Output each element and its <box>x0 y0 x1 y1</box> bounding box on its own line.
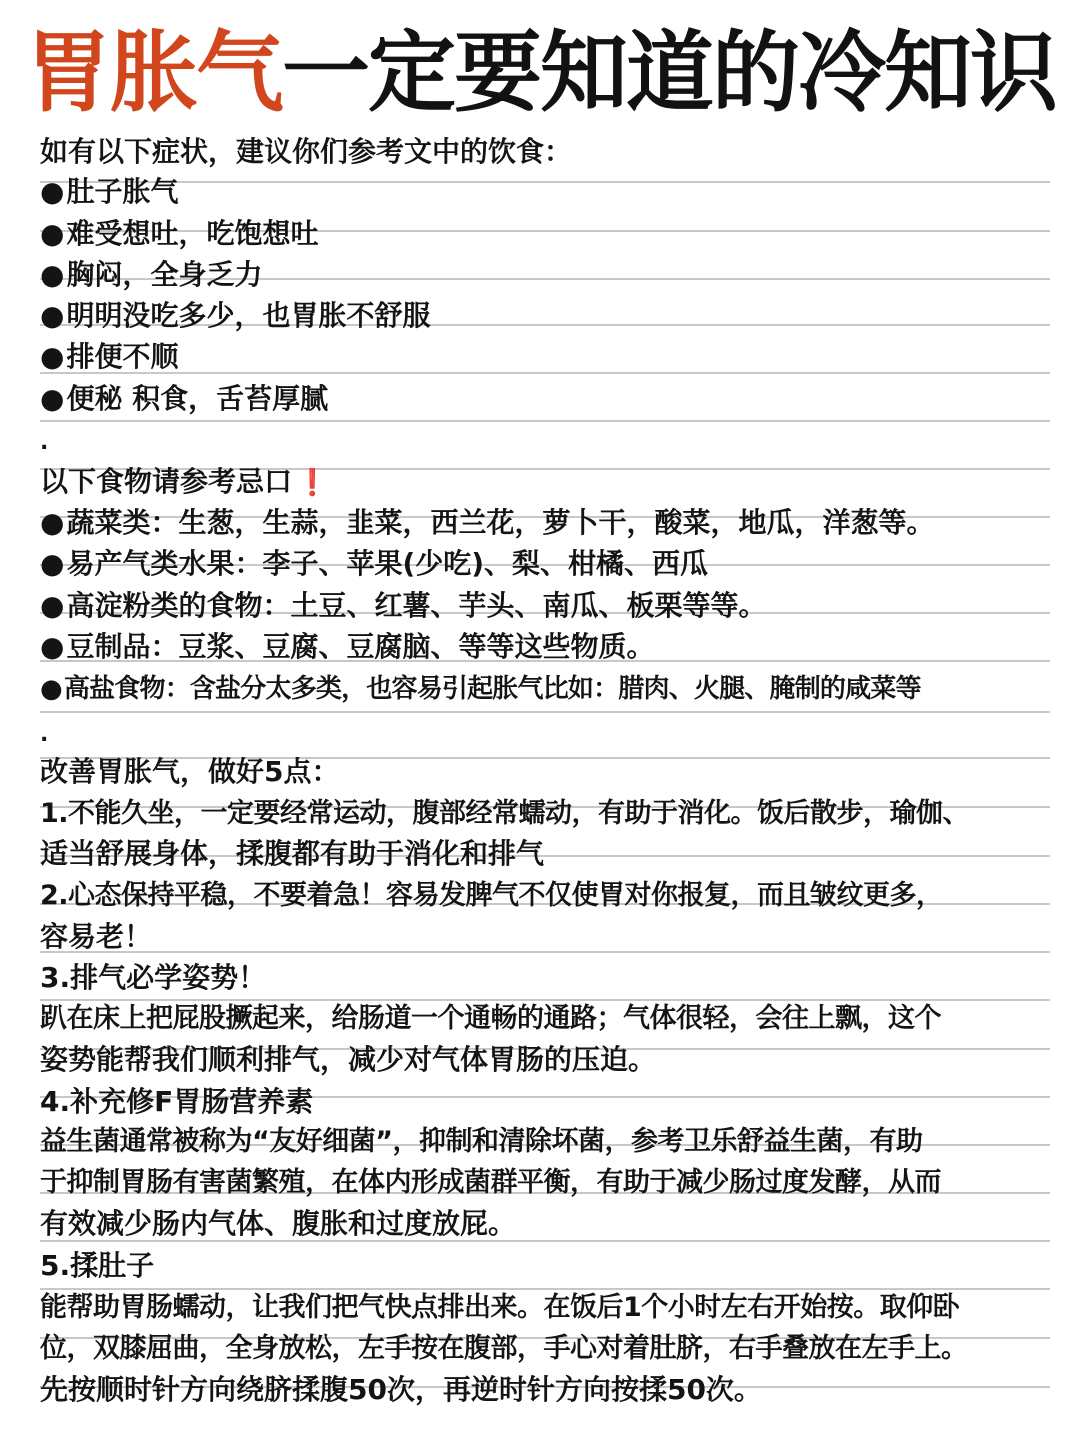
tip-line: 趴在床上把屁股撅起来，给肠道一个通畅的通路；气体很轻，会往上飘，这个 <box>40 1003 941 1034</box>
ruled-line <box>40 711 1050 713</box>
title-accent: 胃胀气 <box>23 21 282 124</box>
page-title <box>0 18 1080 128</box>
tip-line: 位，双膝屈曲，全身放松，左手按在腹部，手心对着肚脐，右手叠放在左手上。 <box>40 1333 968 1364</box>
symptom-item: ●排便不顺 <box>40 340 179 373</box>
avoid-item: ●易产气类水果：李子、苹果(少吃)、梨、柑橘、西瓜 <box>40 547 709 580</box>
ruled-line <box>40 420 1050 422</box>
tip-line: 5.揉肚子 <box>40 1249 155 1282</box>
bullet-icon: ● <box>40 630 65 663</box>
avoid-intro: 以下食物请参考忌口 ❗ <box>40 465 329 498</box>
symptom-item: ●难受想吐，吃饱想吐 <box>40 217 319 250</box>
avoid-item: ●高盐食物：含盐分太多类，也容易引起胀气比如：腊肉、火腿、腌制的咸菜等 <box>40 674 921 704</box>
avoid-item: ●高淀粉类的食物：土豆、红薯、芋头、南瓜、板栗等等。 <box>40 589 767 622</box>
bullet-icon: ● <box>40 674 62 704</box>
tip-line: 4.补充修F胃肠营养素 <box>40 1085 314 1118</box>
bullet-icon: ● <box>40 299 65 332</box>
tip-line: 适当舒展身体，揉腹都有助于消化和排气 <box>40 837 545 870</box>
bullet-icon: ● <box>40 175 65 208</box>
bullet-icon: ● <box>40 258 65 291</box>
separator-dot: . <box>40 722 49 747</box>
bullet-icon: ● <box>40 547 65 580</box>
bullet-icon: ● <box>40 217 65 250</box>
bullet-icon: ● <box>40 506 65 539</box>
tip-line: 1.不能久坐，一定要经常运动，腹部经常蠕动，有助于消化。饭后散步，瑜伽、 <box>40 798 970 829</box>
tip-line: 容易老！ <box>40 920 153 953</box>
symptom-item: ●胸闷，全身乏力 <box>40 258 263 291</box>
tip-line: 先按顺时针方向绕脐揉腹50次，再逆时针方向按揉50次。 <box>40 1373 762 1406</box>
title-rest: 一定要知道的冷知识 <box>282 21 1057 124</box>
tips-intro: 改善胃胀气，做好5点： <box>40 755 340 788</box>
symptom-item: ●便秘 积食，舌苔厚腻 <box>40 382 329 415</box>
tip-line: 能帮助胃肠蠕动，让我们把气快点排出来。在饭后1个小时左右开始按。取仰卧 <box>40 1292 960 1323</box>
separator-dot: . <box>40 430 49 455</box>
avoid-item: ●蔬菜类：生葱，生蒜，韭菜，西兰花，萝卜干，酸菜，地瓜，洋葱等。 <box>40 506 935 539</box>
bullet-icon: ● <box>40 382 65 415</box>
tip-line: 2.心态保持平稳，不要着急！容易发脾气不仅使胃对你报复，而且皱纹更多， <box>40 880 943 911</box>
avoid-item: ●豆制品：豆浆、豆腐、豆腐脑、等等这些物质。 <box>40 630 655 663</box>
bullet-icon: ● <box>40 340 65 373</box>
symptom-item: ●明明没吃多少，也胃胀不舒服 <box>40 299 431 332</box>
bullet-icon: ● <box>40 589 65 622</box>
tip-line: 姿势能帮我们顺利排气，减少对气体胃肠的压迫。 <box>40 1043 657 1076</box>
symptoms-intro: 如有以下症状，建议你们参考文中的饮食： <box>40 135 573 168</box>
exclamation-icon: ❗ <box>296 468 329 498</box>
tip-line: 益生菌通常被称为“友好细菌”，抑制和清除坏菌，参考卫乐舒益生菌，有助 <box>40 1126 923 1157</box>
tip-line: 3.排气必学姿势！ <box>40 961 267 994</box>
symptom-item: ●肚子胀气 <box>40 175 179 208</box>
tip-line: 有效减少肠内气体、腹胀和过度放屁。 <box>40 1207 517 1240</box>
tip-line: 于抑制胃肠有害菌繁殖，在体内形成菌群平衡，有助于减少肠过度发酵，从而 <box>40 1167 941 1198</box>
